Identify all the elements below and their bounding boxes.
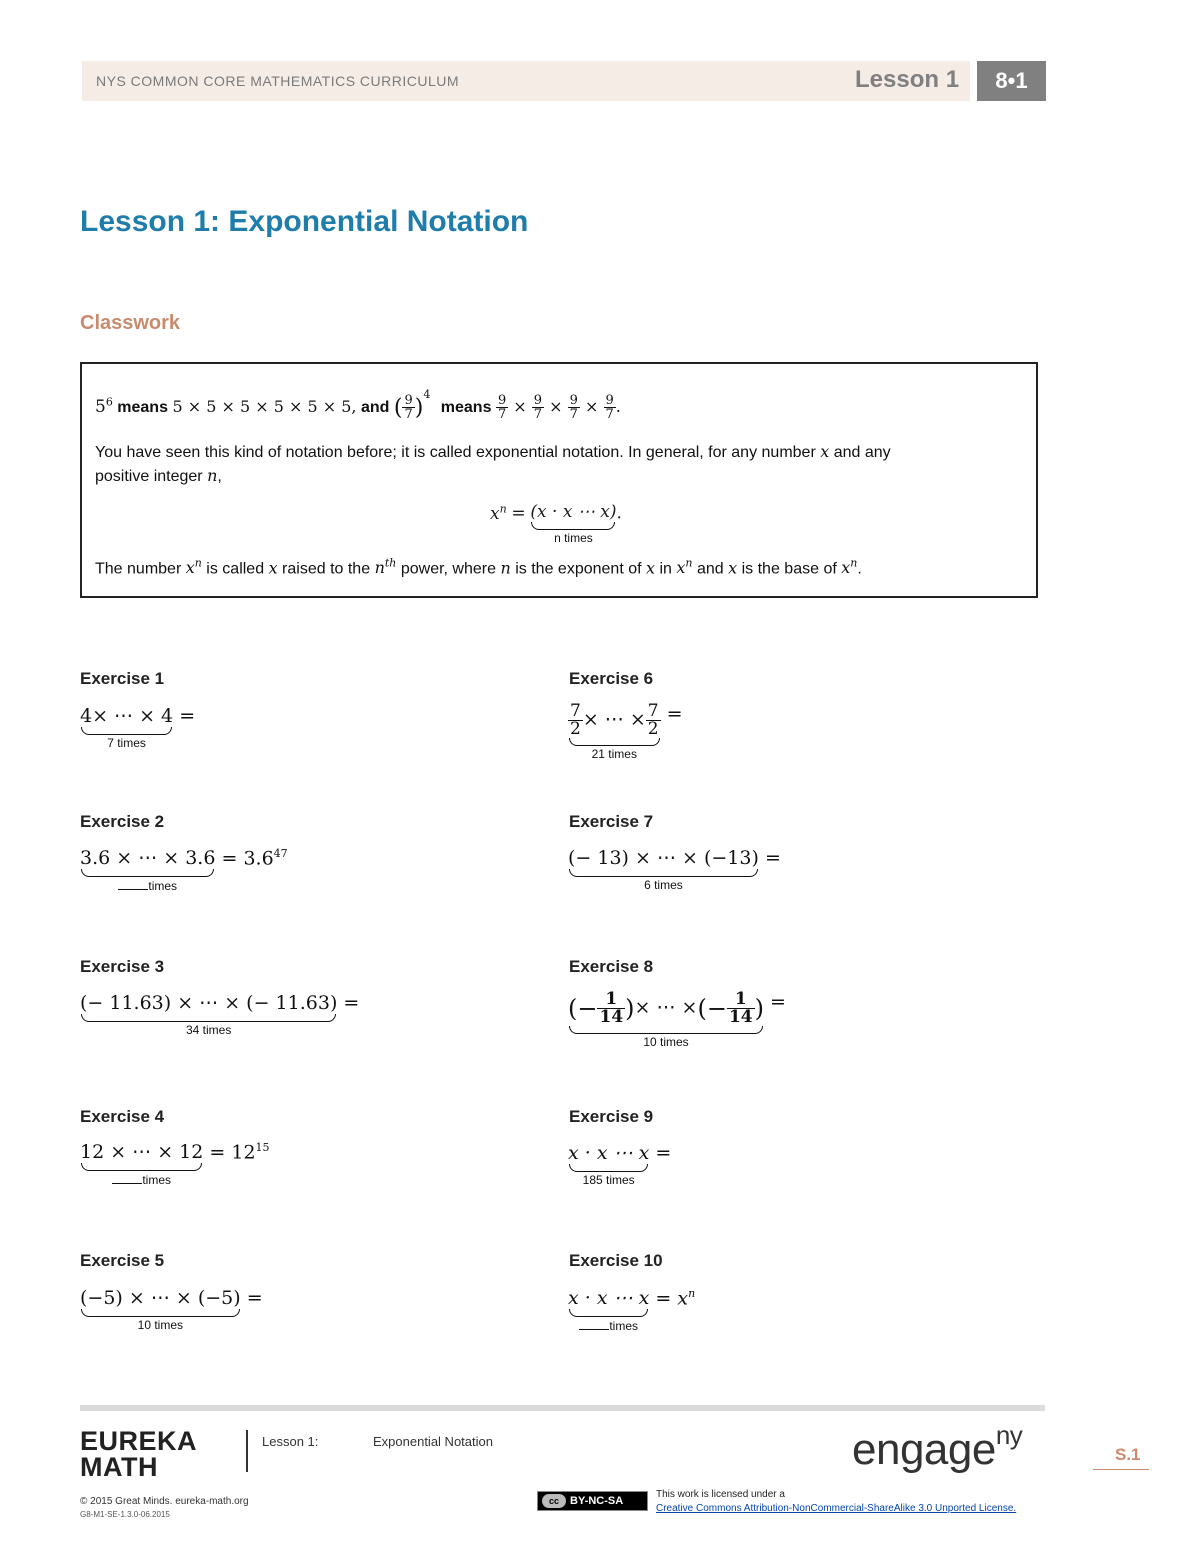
exercise-10-expression: x · x ⋯ x times = $x^n$ [568, 1287, 696, 1333]
footer-divider [246, 1430, 248, 1472]
footer-lesson: Lesson 1: [262, 1434, 319, 1449]
cc-icon: cc [542, 1494, 566, 1508]
document-code: G8-M1-SE-1.3.0-06.2015 [80, 1510, 170, 1519]
exercise-title: Exercise 10 [569, 1251, 663, 1270]
definition-paragraph: You have seen this kind of notation before; it is called exponential notation. In general, for any number x and any [95, 442, 891, 461]
definition-summary: The number $x^n$ is called x raised to the $n^{th}$ power, where n is the exponent of x in $x^n$ and x is the base of $x^n$. [95, 557, 862, 578]
engageny-logo: engage$^{ny}$ [852, 1420, 1023, 1474]
exercise-title: Exercise 9 [569, 1107, 654, 1126]
footer-divider-bar [80, 1405, 1045, 1411]
exercise-4-expression: 12 × ⋯ × 12 times = $12^{15}$ [80, 1141, 270, 1187]
definition-line-1: $5^6$ means 5 × 5 × 5 × 5 × 5 × 5, and ( $\frac{9}{7}$ )$^4$ means $\frac{9}{7}$ × $\frac{9}{7}$ × $\frac{9}{7}$ × $\frac{9}{7}$ . [95, 388, 621, 423]
section-heading: Classwork [80, 312, 181, 334]
answer-blank[interactable] [112, 1172, 142, 1184]
exercise-title: Exercise 4 [80, 1107, 165, 1126]
exercise-3-expression: (− 11.63) × ⋯ × (− 11.63) 34 times = [80, 992, 360, 1037]
exercise-title: Exercise 6 [569, 669, 654, 688]
exercise-title: Exercise 8 [569, 957, 654, 976]
module-badge: 8•1 [977, 61, 1046, 101]
page-number: S.1 [1093, 1445, 1149, 1470]
exercise-5-expression: (−5) × ⋯ × (−5) 10 times = [80, 1287, 263, 1332]
exercise-8-expression: (− $\frac{1}{14}$ )× ⋯ ×(− $\frac{1}{14}$ ) 10 times = [568, 989, 786, 1049]
copyright: © 2015 Great Minds. eureka-math.org [80, 1496, 249, 1507]
exercise-title: Exercise 2 [80, 812, 165, 831]
curriculum-title: NYS COMMON CORE MATHEMATICS CURRICULUM [96, 73, 460, 89]
license-link[interactable]: Creative Commons Attribution-NonCommercial-ShareAlike 3.0 Unported License. [656, 1503, 1017, 1514]
answer-blank[interactable] [579, 1318, 609, 1330]
exercise-7-expression: (− 13) × ⋯ × (−13) 6 times = [568, 847, 781, 892]
exercise-title: Exercise 3 [80, 957, 165, 976]
exercise-title: Exercise 5 [80, 1251, 165, 1270]
footer-topic: Exponential Notation [373, 1434, 493, 1449]
creative-commons-badge: cc BY-NC-SA [537, 1491, 648, 1511]
exercise-6-expression: $\frac{7}{2}$ × ⋯ × $\frac{7}{2}$ 21 times = [570, 701, 683, 761]
page-title: Lesson 1: Exponential Notation [80, 205, 529, 238]
exercise-1-expression: 4× ⋯ × 4 7 times = [80, 705, 196, 750]
answer-blank[interactable] [118, 878, 148, 890]
definition-paragraph-2: positive integer n, [95, 466, 222, 485]
exercise-title: Exercise 1 [80, 669, 165, 688]
exponent-formula: $x^n = (x \cdot x$ ⋯ x) n times . [490, 502, 622, 545]
header-lesson: Lesson 1 [855, 66, 960, 93]
exercise-title: Exercise 7 [569, 812, 654, 831]
license-text: This work is licensed under a [656, 1489, 785, 1500]
exercise-2-expression: 3.6 × ⋯ × 3.6 times = $3.6^{47}$ [80, 847, 288, 893]
eureka-math-logo: EUREKA MATH [80, 1426, 198, 1482]
exercise-9-expression: x · x ⋯ x 185 times = [568, 1142, 672, 1187]
